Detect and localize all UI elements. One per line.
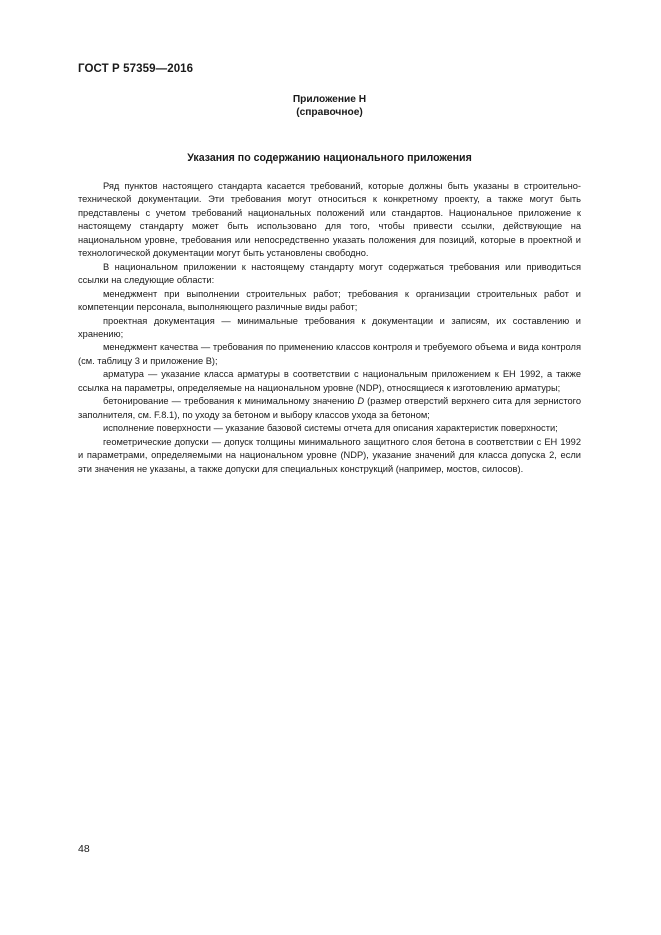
section-title: Указания по содержанию национального приложения	[187, 152, 472, 164]
body-text	[78, 180, 581, 476]
paragraph-documentation: проектная документация — минимальные требования к документации и записям, их составлению и хранению;	[78, 315, 581, 339]
paragraph-quality: менеджмент качества — требования по применению классов контроля и требуемого объема и вида контроля (см. таблицу 3 и приложение В);	[78, 342, 581, 366]
paragraph-management: менеджмент при выполнении строительных работ; требования к организации строительных работ и компетенции персонала, выполняющего различные виды работ;	[78, 288, 581, 313]
paragraph-areas: В национальном приложении к настоящему стандарту могут содержаться требования или приводиться ссылки на следующие области:	[78, 261, 581, 286]
concreting-text-start: бетонирование — требования к минимальному значению	[103, 396, 358, 407]
paragraph-concreting	[78, 395, 581, 422]
appendix-heading	[78, 93, 581, 119]
paragraph-surface: исполнение поверхности — указание базовой системы отчета для описания характеристик поверхности;	[103, 423, 558, 434]
paragraph-reinforcement: арматура — указание класса арматуры в соответствии с национальным приложением к ЕН 1992, а также ссылка на параметры, определяемые на национальном уровне (NDP), относящиеся к изготовлению арматуры;	[78, 369, 581, 393]
appendix-title: Приложение Н	[292, 94, 367, 105]
concreting-symbol: D	[357, 396, 365, 407]
paragraph-intro: Ряд пунктов настоящего стандарта касается требований, которые должны быть указаны в строительно-технической документации. Эти требования могут относиться к конкретному проекту, а также могут быть представлены с учетом требований национальных положений или стандартов. Национальное приложение к настоящему стандарту может быть использовано для того, чтобы привести ссылки, действующие на национальном уровне, требования или непосредственно указать положения для позиций, которые в проектной и технологической документации могут быть установлены свободно.	[78, 181, 581, 259]
appendix-kind: (справочное)	[296, 107, 363, 118]
concreting-text-end: (размер отверстий верхнего сита для зернистого заполнителя, см. F.8.1), по уходу за бетоном и выбору классов ухода за бетоном;	[78, 396, 581, 420]
page-number: 48	[78, 843, 90, 855]
paragraph-tolerances: геометрические допуски — допуск толщины минимального защитного слоя бетона в соответствии с ЕН 1992 и параметрами, определяемыми на национальном уровне (NDP), указание значений для класса допуска 2, если эти значения не указаны, а также допуски для специальных конструкций (например, мостов, силосов).	[78, 436, 581, 474]
document-code: ГОСТ Р 57359—2016	[78, 63, 194, 75]
